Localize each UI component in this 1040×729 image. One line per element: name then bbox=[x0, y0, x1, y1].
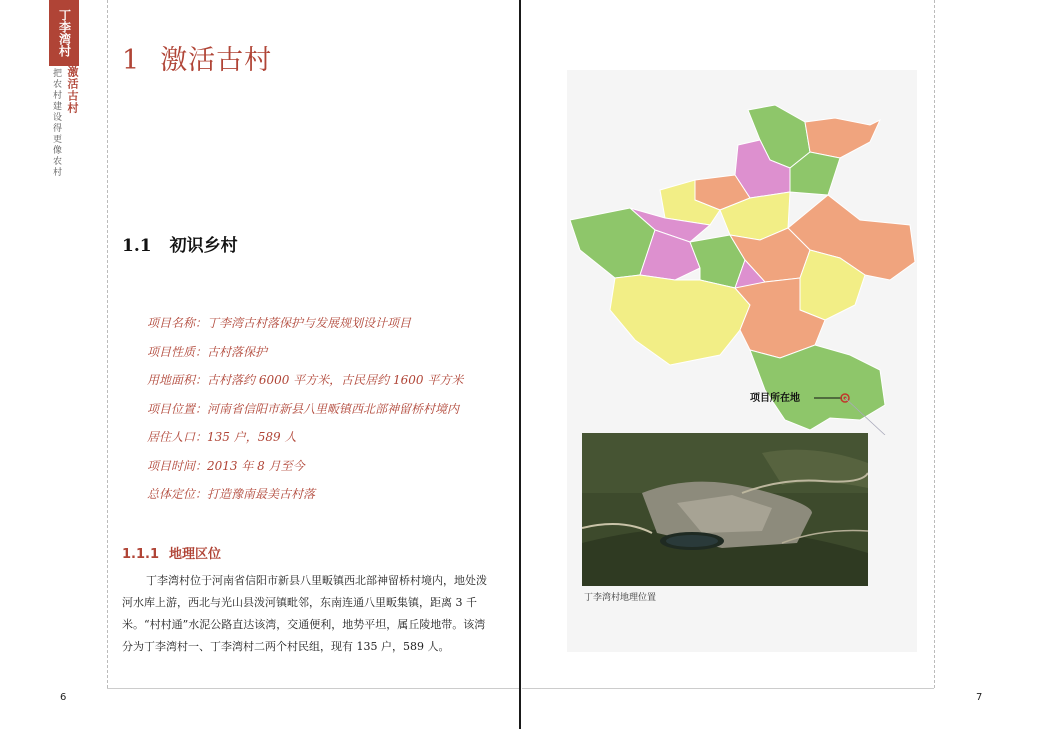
map-region-northeast-salmon bbox=[805, 118, 880, 158]
project-time-line: 项目时间：2013 年 8 月至今 bbox=[147, 458, 305, 473]
subsection-title-text: 地理区位 bbox=[169, 547, 222, 562]
project-population-line: 居住人口：135 户，589 人 bbox=[147, 430, 297, 444]
chapter-title-text: 激活古村 bbox=[160, 45, 273, 76]
book-spine bbox=[519, 0, 521, 729]
section-title-text: 初识乡村 bbox=[169, 236, 238, 256]
chapter-vertical-label: 激活古村 bbox=[66, 66, 79, 114]
book-tab: 丁李湾村 bbox=[49, 0, 79, 66]
map-region-south-green bbox=[750, 345, 885, 430]
chapter-number: 1 bbox=[122, 45, 141, 76]
project-area-line: 用地面积：古村落约 6000 平方米，古民居约 1600 平方米 bbox=[147, 373, 464, 387]
figure-caption: 丁李湾村地理位置 bbox=[584, 593, 657, 603]
project-info-list bbox=[147, 314, 463, 514]
project-positioning-line: 总体定位：打造豫南最美古村落 bbox=[147, 487, 316, 501]
project-location-label: 项目所在地 bbox=[750, 393, 800, 404]
henan-province-map bbox=[570, 100, 920, 435]
project-type-line: 项目性质：古村落保护 bbox=[147, 344, 268, 359]
left-margin-rule bbox=[107, 0, 108, 688]
chapter-title bbox=[122, 38, 272, 77]
motto-vertical-text: 把农村建设得更像农村 bbox=[51, 68, 61, 178]
subsection-title bbox=[122, 543, 221, 562]
page-number-right: 7 bbox=[976, 692, 983, 703]
section-number: 1.1 bbox=[122, 236, 152, 256]
right-margin-rule bbox=[934, 0, 935, 688]
left-bottom-rule bbox=[107, 688, 520, 689]
page-number-left: 6 bbox=[60, 692, 67, 703]
section-title bbox=[122, 231, 238, 256]
aerial-photo bbox=[582, 433, 868, 586]
project-name-line: 项目名称：丁李湾古村落保护与发展规划设计项目 bbox=[147, 316, 412, 330]
right-bottom-rule bbox=[522, 688, 934, 689]
subsection-number: 1.1.1 bbox=[122, 547, 160, 562]
location-paragraph: 丁李湾村位于河南省信阳市新县八里畈镇西北部神留桥村境内，地处泼河水库上游，西北与光山县泼河镇毗邻，东南连通八里畈集镇，距离 3 千米。“村村通”水泥公路直达该湾，交通便利，地势平坦，属丘陵地带。该湾分为丁李湾村一、丁李湾村二两个村民组，现有 135 户，589 人。 bbox=[122, 574, 487, 653]
project-location-line: 项目位置：河南省信阳市新县八里畈镇西北部神留桥村境内 bbox=[147, 401, 460, 416]
map-region-southwest-yellow bbox=[610, 275, 750, 365]
right-page bbox=[522, 0, 1040, 729]
